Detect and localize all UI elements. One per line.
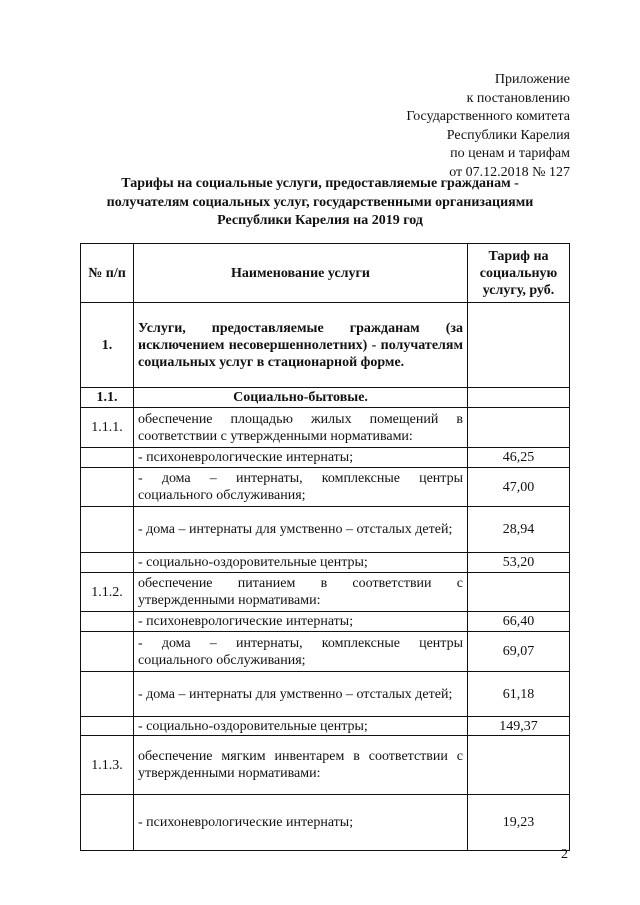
tariffs-table	[80, 243, 570, 851]
section-tariff-cell	[468, 303, 570, 388]
group-num: 1.1.2.	[81, 573, 134, 612]
row-price: 149,37	[468, 717, 570, 736]
page-number: 2	[561, 847, 568, 862]
row-num-cell	[81, 632, 134, 672]
row-price: 19,23	[468, 795, 570, 851]
header-num: № п/п	[81, 244, 134, 303]
group-text: обеспечение площадью жилых помещений в соответствии с утвержденными нормативами:	[134, 408, 468, 448]
appendix-line: Республики Карелия	[446, 127, 570, 143]
appendix-block	[406, 71, 570, 182]
table-row	[81, 632, 570, 672]
table-header-row	[81, 244, 570, 303]
table-row	[81, 672, 570, 717]
group-tariff-cell	[468, 573, 570, 612]
group-tariff-cell	[468, 736, 570, 795]
appendix-line: к постановлению	[466, 90, 570, 106]
row-name: - дома – интернаты для умственно – отсталых детей;	[134, 507, 468, 553]
appendix-line: по ценам и тарифам	[450, 146, 570, 161]
row-num-cell	[81, 717, 134, 736]
title-line: Тарифы на социальные услуги, предоставляемые гражданам -	[121, 176, 519, 191]
section-num: 1.	[81, 303, 134, 388]
section-text: Услуги, предоставляемые гражданам (за исключением несовершеннолетних) - получателям социальных услуг в стационарной форме.	[134, 303, 468, 388]
group-tariff-cell	[468, 408, 570, 448]
table-row	[81, 468, 570, 507]
section-row	[81, 303, 570, 388]
row-name: - дома – интернаты для умственно – отсталых детей;	[134, 672, 468, 717]
row-price: 46,25	[468, 448, 570, 468]
row-name: - социально-оздоровительные центры;	[134, 717, 468, 736]
row-name: - психоневрологические интернаты;	[134, 448, 468, 468]
subsection-row	[81, 388, 570, 408]
group-row	[81, 573, 570, 612]
table-row	[81, 553, 570, 573]
appendix-line: Приложение	[494, 72, 570, 87]
title-line: Республики Карелия на 2019 год	[217, 213, 423, 228]
table-row	[81, 507, 570, 553]
subsection-text: Социально-бытовые.	[134, 388, 468, 408]
row-price: 61,18	[468, 672, 570, 717]
row-price: 66,40	[468, 612, 570, 632]
table-row	[81, 717, 570, 736]
row-num-cell	[81, 795, 134, 851]
header-name: Наименование услуги	[134, 244, 468, 303]
row-num-cell	[81, 507, 134, 553]
row-price: 47,00	[468, 468, 570, 507]
row-price: 69,07	[468, 632, 570, 672]
appendix-line: от 07.12.2018 № 127	[449, 164, 570, 180]
row-name: - психоневрологические интернаты;	[134, 795, 468, 851]
appendix-line: Государственного комитета	[406, 109, 570, 124]
row-num-cell	[81, 448, 134, 468]
row-price: 28,94	[468, 507, 570, 553]
row-num-cell	[81, 612, 134, 632]
row-name: - дома – интернаты, комплексные центры социального обслуживания;	[134, 632, 468, 672]
table-row	[81, 795, 570, 851]
table-row	[81, 448, 570, 468]
row-num-cell	[81, 553, 134, 573]
title-line: получателям социальных услуг, государственными организациями	[106, 194, 534, 210]
header-tariff: Тариф на социальную услугу, руб.	[468, 244, 570, 303]
group-row	[81, 736, 570, 795]
subsection-tariff-cell	[468, 388, 570, 408]
table-row	[81, 612, 570, 632]
subsection-num: 1.1.	[81, 388, 134, 408]
group-text: обеспечение питанием в соответствии с утвержденными нормативами:	[134, 573, 468, 612]
group-num: 1.1.1.	[81, 408, 134, 448]
group-num: 1.1.3.	[81, 736, 134, 795]
document-title	[60, 175, 580, 231]
row-name: - психоневрологические интернаты;	[134, 612, 468, 632]
group-row	[81, 408, 570, 448]
row-name: - социально-оздоровительные центры;	[134, 553, 468, 573]
row-price: 53,20	[468, 553, 570, 573]
row-name: - дома – интернаты, комплексные центры социального обслуживания;	[134, 468, 468, 507]
row-num-cell	[81, 672, 134, 717]
group-text: обеспечение мягким инвентарем в соответствии с утвержденными нормативами:	[134, 736, 468, 795]
row-num-cell	[81, 468, 134, 507]
